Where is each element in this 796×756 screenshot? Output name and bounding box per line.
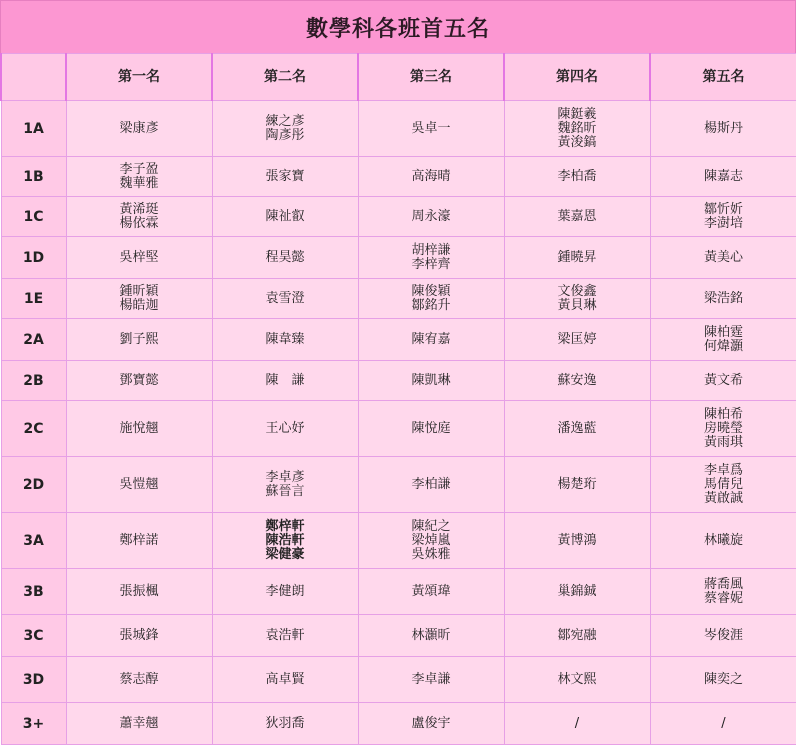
- student-name: 楊依霖: [119, 215, 159, 231]
- student-name: 盧俊宇: [411, 715, 451, 731]
- class-label: 1A: [1, 101, 66, 157]
- student-name: 林曦旋: [703, 532, 743, 548]
- student-name: 林文熙: [557, 671, 597, 687]
- rank-1-cell: [66, 279, 212, 319]
- class-label: 3A: [1, 513, 66, 569]
- rank-3-cell: [358, 569, 504, 615]
- student-name: 楊楚珩: [557, 476, 597, 492]
- student-name: 陳浩軒: [265, 532, 305, 548]
- class-label: 2C: [1, 401, 66, 457]
- rank-2-cell: [212, 457, 358, 513]
- student-name: 梁健豪: [265, 546, 305, 562]
- student-name: 鄭梓軒: [265, 518, 305, 534]
- student-name: 陳俊穎: [411, 283, 451, 299]
- header-rank-3: 第三名: [358, 54, 504, 101]
- student-name: 李柏喬: [557, 168, 597, 184]
- student-name: 李子盈: [119, 161, 159, 177]
- student-name: 陶彥彤: [265, 127, 305, 143]
- student-name: 黃頌瑋: [411, 583, 451, 599]
- student-name: 高卓賢: [265, 671, 305, 687]
- student-name: 鍾曉昇: [557, 249, 597, 265]
- student-name: 黃浠珽: [119, 201, 159, 217]
- student-name: 吳愷翹: [119, 476, 159, 492]
- rank-2-cell: [212, 615, 358, 657]
- rank-5-cell: [650, 401, 796, 457]
- rank-3-cell: [358, 319, 504, 361]
- student-name: 蔡睿妮: [703, 590, 743, 606]
- class-label: 1E: [1, 279, 66, 319]
- student-name: 梁康彥: [119, 120, 159, 136]
- student-name: /: [721, 715, 726, 731]
- student-name: 劉子熙: [119, 331, 159, 347]
- rank-5-cell: [650, 197, 796, 237]
- rank-3-cell: [358, 401, 504, 457]
- class-label: 2A: [1, 319, 66, 361]
- table-row: [1, 237, 796, 279]
- student-name: 張振楓: [119, 583, 159, 599]
- class-label: 1C: [1, 197, 66, 237]
- student-name: 文俊鑫: [557, 283, 597, 299]
- student-name: 蘇安逸: [557, 372, 597, 388]
- student-name: 陳宥嘉: [411, 331, 451, 347]
- student-name: 李梓齊: [411, 256, 451, 272]
- rank-5-cell: [650, 657, 796, 703]
- rank-4-cell: [504, 401, 650, 457]
- student-name: 鄒宛融: [557, 627, 597, 643]
- class-label: 1D: [1, 237, 66, 279]
- class-label: 1B: [1, 157, 66, 197]
- class-label: 2D: [1, 457, 66, 513]
- rank-3-cell: [358, 101, 504, 157]
- rank-5-cell: [650, 615, 796, 657]
- student-name: 黃雨琪: [703, 434, 743, 450]
- rank-1-cell: [66, 101, 212, 157]
- rank-2-cell: [212, 319, 358, 361]
- rank-3-cell: [358, 457, 504, 513]
- ranking-table: [0, 53, 796, 745]
- student-name: 陳柏希: [703, 406, 743, 422]
- student-name: 陳凱琳: [411, 372, 451, 388]
- student-name: 何煒灝: [703, 338, 743, 354]
- student-name: 馬倩兒: [703, 476, 743, 492]
- student-name: 吳梓堅: [119, 249, 159, 265]
- student-name: 魏銘昕: [557, 120, 597, 136]
- rank-2-cell: [212, 197, 358, 237]
- rank-2-cell: [212, 237, 358, 279]
- rank-4-cell: [504, 279, 650, 319]
- student-name: /: [574, 715, 580, 731]
- page-title: 數學科各班首五名: [0, 0, 796, 54]
- student-name: 陳韋臻: [265, 331, 305, 347]
- rank-4-cell: [504, 361, 650, 401]
- student-name: 鄧寶懿: [119, 372, 159, 388]
- header-row: [1, 54, 796, 101]
- rank-2-cell: [212, 703, 358, 745]
- table-row: [1, 279, 796, 319]
- student-name: 袁浩軒: [265, 627, 305, 643]
- table-row: [1, 703, 796, 745]
- rank-5-cell: [650, 361, 796, 401]
- header-rank-2: 第二名: [212, 54, 358, 101]
- rank-2-cell: [212, 157, 358, 197]
- rank-3-cell: [358, 157, 504, 197]
- student-name: 黃美心: [703, 249, 743, 265]
- student-name: 葉嘉恩: [557, 208, 597, 224]
- student-name: 黃文希: [703, 372, 743, 388]
- rank-1-cell: [66, 361, 212, 401]
- student-name: 李卓爲: [703, 462, 743, 478]
- rank-3-cell: [358, 513, 504, 569]
- student-name: 袁雪澄: [265, 290, 305, 306]
- rank-4-cell: [504, 197, 650, 237]
- rank-1-cell: [66, 703, 212, 745]
- rank-1-cell: [66, 457, 212, 513]
- student-name: 高海晴: [411, 168, 451, 184]
- student-name: 張家寶: [265, 168, 305, 184]
- table-row: [1, 157, 796, 197]
- student-name: 梁匡婷: [557, 331, 597, 347]
- rank-5-cell: [650, 237, 796, 279]
- rank-4-cell: [504, 703, 650, 745]
- rank-1-cell: [66, 657, 212, 703]
- student-name: 蕭幸翹: [119, 715, 159, 731]
- rank-4-cell: [504, 157, 650, 197]
- student-name: 岑俊涯: [703, 627, 743, 643]
- table-row: [1, 615, 796, 657]
- student-name: 陳嘉志: [703, 168, 743, 184]
- rank-5-cell: [650, 157, 796, 197]
- table-row: [1, 569, 796, 615]
- student-name: 梁浩銘: [703, 290, 743, 306]
- student-name: 陳 謙: [265, 372, 305, 388]
- class-label: 3B: [1, 569, 66, 615]
- rank-1-cell: [66, 157, 212, 197]
- rank-4-cell: [504, 569, 650, 615]
- student-name: 陳柏霆: [703, 324, 743, 340]
- student-name: 魏華雅: [119, 175, 159, 191]
- rank-2-cell: [212, 101, 358, 157]
- student-name: 潘逸藍: [557, 420, 597, 436]
- class-label: 3C: [1, 615, 66, 657]
- rank-4-cell: [504, 101, 650, 157]
- rank-1-cell: [66, 513, 212, 569]
- student-name: 梁焯嵐: [411, 532, 451, 548]
- class-label: 3+: [1, 703, 66, 745]
- header-rank-1: 第一名: [66, 54, 212, 101]
- rank-5-cell: [650, 569, 796, 615]
- student-name: 蘇晉言: [265, 483, 305, 499]
- student-name: 房曉瑩: [703, 420, 743, 436]
- student-name: 張城鋒: [119, 627, 159, 643]
- student-name: 陳鋌羲: [557, 106, 597, 122]
- table-row: [1, 513, 796, 569]
- student-name: 練之彥: [265, 113, 305, 129]
- table-row: [1, 197, 796, 237]
- class-label: 3D: [1, 657, 66, 703]
- header-rank-5: 第五名: [650, 54, 796, 101]
- student-name: 吳卓一: [411, 120, 451, 136]
- table-row: [1, 319, 796, 361]
- student-name: 黃博鴻: [557, 532, 597, 548]
- student-name: 胡梓謙: [411, 242, 451, 258]
- rank-1-cell: [66, 197, 212, 237]
- table-row: [1, 657, 796, 703]
- student-name: 李健朗: [265, 583, 305, 599]
- rank-3-cell: [358, 657, 504, 703]
- rank-3-cell: [358, 703, 504, 745]
- student-name: 蔡志醇: [119, 671, 159, 687]
- student-name: 鄭梓諾: [119, 532, 159, 548]
- rank-3-cell: [358, 361, 504, 401]
- student-name: 王心妤: [265, 420, 305, 436]
- rank-2-cell: [212, 279, 358, 319]
- rank-3-cell: [358, 279, 504, 319]
- rank-3-cell: [358, 237, 504, 279]
- rank-1-cell: [66, 401, 212, 457]
- student-name: 李柏謙: [411, 476, 451, 492]
- student-name: 鍾昕穎: [119, 283, 159, 299]
- student-name: 黃浚鎬: [557, 134, 597, 150]
- student-name: 陳奕之: [703, 671, 743, 687]
- rank-4-cell: [504, 513, 650, 569]
- student-name: 楊斯丹: [703, 120, 743, 136]
- student-name: 巢錦鋮: [557, 583, 597, 599]
- student-name: 陳悅庭: [411, 420, 451, 436]
- student-name: 楊皓迦: [119, 297, 159, 313]
- student-name: 黃貝琳: [557, 297, 597, 313]
- rank-1-cell: [66, 615, 212, 657]
- table-row: [1, 101, 796, 157]
- student-name: 周永濠: [411, 208, 451, 224]
- header-corner: [1, 54, 66, 101]
- rank-4-cell: [504, 615, 650, 657]
- rank-5-cell: [650, 319, 796, 361]
- student-name: 狄羽喬: [265, 715, 305, 731]
- student-name: 李卓彥: [265, 469, 305, 485]
- table-row: [1, 457, 796, 513]
- rank-1-cell: [66, 237, 212, 279]
- rank-5-cell: [650, 279, 796, 319]
- rank-2-cell: [212, 513, 358, 569]
- rank-5-cell: [650, 101, 796, 157]
- rank-4-cell: [504, 319, 650, 361]
- table-row: [1, 361, 796, 401]
- rank-3-cell: [358, 615, 504, 657]
- rank-2-cell: [212, 569, 358, 615]
- class-label: 2B: [1, 361, 66, 401]
- table-row: [1, 401, 796, 457]
- student-name: 吳姝雅: [411, 546, 451, 562]
- student-name: 黃啟誠: [703, 490, 743, 506]
- rank-4-cell: [504, 657, 650, 703]
- student-name: 鄒忻妡: [703, 201, 743, 217]
- student-name: 陳紀之: [411, 518, 451, 534]
- rank-4-cell: [504, 457, 650, 513]
- rank-3-cell: [358, 197, 504, 237]
- rank-2-cell: [212, 657, 358, 703]
- student-name: 施悅翹: [119, 420, 159, 436]
- header-rank-4: 第四名: [504, 54, 650, 101]
- student-name: 陳祉叡: [265, 208, 305, 224]
- rank-4-cell: [504, 237, 650, 279]
- rank-2-cell: [212, 401, 358, 457]
- student-name: 李卓謙: [411, 671, 451, 687]
- student-name: 林灝昕: [411, 627, 451, 643]
- rank-1-cell: [66, 569, 212, 615]
- rank-1-cell: [66, 319, 212, 361]
- student-name: 程昊懿: [265, 249, 305, 265]
- student-name: 李澍培: [703, 215, 743, 231]
- rank-5-cell: [650, 703, 796, 745]
- student-name: 蔣喬風: [703, 576, 743, 592]
- rank-5-cell: [650, 457, 796, 513]
- student-name: 鄒銘升: [411, 297, 451, 313]
- rank-5-cell: [650, 513, 796, 569]
- rank-2-cell: [212, 361, 358, 401]
